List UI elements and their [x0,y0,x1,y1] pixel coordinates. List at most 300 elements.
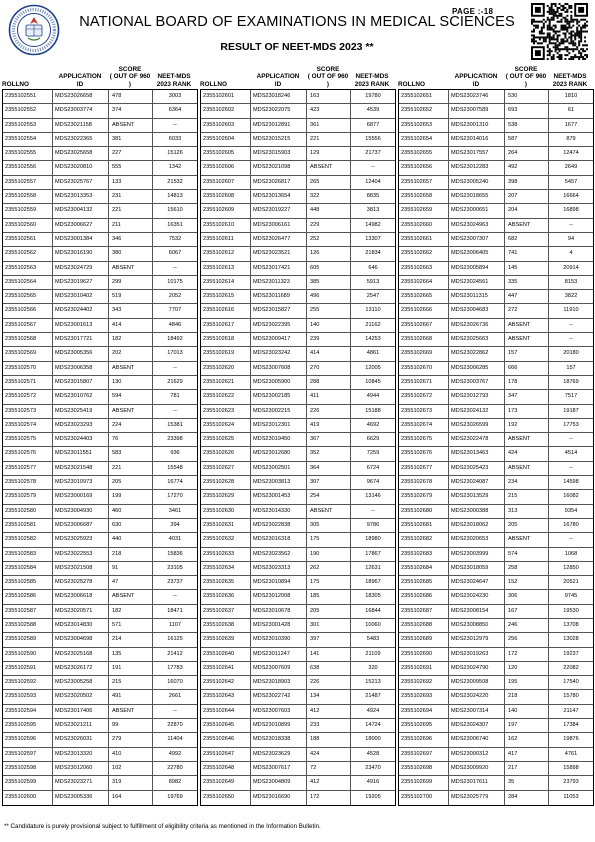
score-cell: 587 [505,133,549,146]
rank-cell: 15556 [365,135,381,142]
table-row [201,90,395,104]
rank-cell: 2052 [168,293,182,300]
application-id-cell: MDS23023746 [449,90,505,103]
roll-number-cell: 2355102561 [3,233,53,246]
score-cell: ABSENT [109,362,153,375]
table-row [201,519,395,533]
application-id-cell: MDS23024647 [449,576,505,589]
table-row [3,533,197,547]
application-id-cell: MDS23016690 [251,791,307,805]
header-application-id [448,60,504,89]
score-cell: 381 [109,133,153,146]
table-row [3,161,197,175]
rank-cell: 11910 [563,307,579,314]
application-id-cell: MDS23020571 [53,605,109,618]
table-row [201,447,395,461]
table-row [399,333,593,347]
score-cell: 448 [307,204,351,217]
score-cell: 215 [505,490,549,503]
table-row [3,719,197,733]
application-id-cell: MDS23007307 [449,233,505,246]
table-row [399,276,593,290]
application-id-cell: MDS23021548 [53,462,109,475]
roll-number-cell: 2355102602 [201,104,251,117]
rank-cell: 17783 [167,664,183,671]
application-id-cell: MDS23000312 [449,748,505,761]
application-id-cell: MDS23006687 [53,519,109,532]
table-row [399,247,593,261]
score-cell: 191 [109,662,153,675]
rank-cell: 7517 [564,393,578,400]
roll-number-cell: 2355102671 [399,376,449,389]
score-cell: 221 [307,133,351,146]
table-row [201,276,395,290]
application-id-cell: MDS23016318 [251,533,307,546]
rank-cell: 13708 [563,621,579,628]
table-row [201,262,395,276]
roll-number-cell: 2355102557 [3,176,53,189]
roll-number-cell: 2355102655 [399,147,449,160]
roll-number-cell: 2355102618 [201,333,251,346]
header-score-line: SCORE [316,65,340,73]
application-id-cell: MDS23020810 [53,161,109,174]
application-id-cell: MDS23017421 [251,262,307,275]
table-row [201,247,395,261]
score-cell: 319 [109,776,153,789]
qr-code-icon [531,3,588,60]
application-id-cell: MDS23023313 [251,562,307,575]
rank-cell: -- [173,593,177,600]
application-id-cell: MDS23003767 [449,376,505,389]
roll-number-cell: 2355102646 [201,733,251,746]
score-cell: 346 [109,233,153,246]
roll-number-cell: 2355102651 [399,90,449,103]
table-row [399,433,593,447]
table-row [201,648,395,662]
roll-number-cell: 2355102581 [3,519,53,532]
rank-cell: 13110 [365,307,381,314]
score-cell: ABSENT [109,262,153,275]
table-row [3,147,197,161]
table-row [201,676,395,690]
table-row [3,219,197,233]
table-row [201,748,395,762]
rank-cell: 14724 [365,722,381,729]
rank-cell: 4924 [366,707,380,714]
page-number: PAGE :-18 [452,7,494,16]
application-id-cell: MDS23025278 [53,576,109,589]
application-id-cell: MDS23024132 [449,405,505,418]
score-cell: 380 [109,247,153,260]
roll-number-cell: 2355102685 [399,576,449,589]
roll-number-cell: 2355102659 [399,204,449,217]
rank-cell: 7532 [168,235,182,242]
table-row [201,490,395,504]
score-cell: 246 [505,619,549,632]
application-id-cell: MDS23018062 [449,519,505,532]
table-row [201,791,395,805]
score-cell: 364 [307,462,351,475]
roll-number-cell: 2355102605 [201,147,251,160]
table-row [201,376,395,390]
rank-cell: 23105 [167,564,183,571]
score-cell: 152 [505,576,549,589]
application-id-cell: MDS23022838 [251,519,307,532]
roll-number-cell: 2355102652 [399,104,449,117]
score-cell: 447 [505,290,549,303]
footnote: ** Candidature is purely provisional subject to fulfillment of eligibility criteria as mentioned in the Information Bulletin. [4,823,321,830]
header-rank [548,60,592,89]
roll-number-cell: 2355102586 [3,590,53,603]
header-rank-line: 2023 RANK [156,80,192,88]
roll-number-cell: 2355102645 [201,719,251,732]
score-cell: 254 [307,490,351,503]
rank-cell: 18769 [563,378,579,385]
table-row [201,104,395,118]
application-id-cell: MDS23023629 [251,748,307,761]
table-row [201,133,395,147]
score-cell: 460 [109,505,153,518]
roll-number-cell: 2355102633 [201,548,251,561]
table-row [399,119,593,133]
application-id-cell: MDS23015807 [53,376,109,389]
table-row [399,133,593,147]
roll-number-cell: 2355102627 [201,462,251,475]
application-id-cell: MDS23011551 [53,447,109,460]
rank-cell: 4031 [168,536,182,543]
roll-number-cell: 2355102649 [201,776,251,789]
table-row [399,190,593,204]
application-id-cell: MDS23003813 [251,476,307,489]
roll-number-cell: 2355102692 [399,676,449,689]
roll-number-cell: 2355102612 [201,247,251,260]
table-row [201,590,395,604]
roll-number-cell: 2355102638 [201,619,251,632]
application-id-cell: MDS23024561 [449,276,505,289]
roll-number-cell: 2355102568 [3,333,53,346]
rank-cell: 5483 [366,636,380,643]
roll-number-cell: 2355102623 [201,405,251,418]
table-row [3,262,197,276]
roll-number-cell: 2355102657 [399,176,449,189]
application-id-cell: MDS23006285 [449,362,505,375]
score-cell: 492 [505,161,549,174]
rank-cell: 19237 [563,650,579,657]
application-id-cell: MDS23026477 [251,233,307,246]
table-row [3,619,197,633]
roll-number-cell: 2355102699 [399,776,449,789]
score-cell: 126 [307,247,351,260]
rank-cell: 8153 [564,278,578,285]
score-cell: ABSENT [307,505,351,518]
application-id-cell: MDS23018655 [449,190,505,203]
table-row [201,705,395,719]
table-row [399,590,593,604]
table-row [3,633,197,647]
table-row [399,605,593,619]
table-row [399,705,593,719]
roll-number-cell: 2355102622 [201,390,251,403]
score-cell: ABSENT [505,219,549,232]
rank-cell: 9745 [564,593,578,600]
score-cell: 140 [307,319,351,332]
roll-number-cell: 2355102613 [201,262,251,275]
header-rollno-line: ROLLNO [398,80,425,88]
results-block [398,89,594,806]
table-row [3,791,197,805]
rank-cell: 9786 [366,521,380,528]
score-cell: 538 [505,119,549,132]
table-row [399,104,593,118]
score-cell: 120 [505,662,549,675]
application-id-cell: MDS23010390 [251,633,307,646]
score-cell: 226 [307,676,351,689]
table-row [3,733,197,747]
rank-cell: 16898 [563,207,579,214]
table-row [3,419,197,433]
application-id-cell: MDS23026658 [53,90,109,103]
table-row [3,590,197,604]
roll-number-cell: 2355102697 [399,748,449,761]
score-cell: 35 [505,776,549,789]
table-row [399,233,593,247]
header-score [504,60,548,89]
table-row [399,548,593,562]
table-row [201,505,395,519]
application-id-cell: MDS23022553 [53,548,109,561]
application-id-cell: MDS23017406 [53,705,109,718]
score-cell: 666 [505,362,549,375]
score-cell: 221 [109,462,153,475]
table-row [3,676,197,690]
score-cell: 199 [109,490,153,503]
score-cell: 102 [109,762,153,775]
table-row [3,447,197,461]
rank-cell: 21629 [167,378,183,385]
score-cell: 301 [307,619,351,632]
table-row [399,405,593,419]
table-row [3,433,197,447]
score-cell: 424 [505,447,549,460]
application-id-cell: MDS23007603 [251,705,307,718]
table-row [3,104,197,118]
rank-cell: 19187 [563,407,579,414]
application-id-cell: MDS23001613 [53,319,109,332]
rank-cell: 4916 [366,779,380,786]
score-cell: 347 [505,390,549,403]
rank-cell: 15836 [167,550,183,557]
rank-cell: -- [173,407,177,414]
rank-cell: 16844 [365,607,381,614]
score-cell: 91 [109,562,153,575]
rank-cell: 8982 [168,779,182,786]
score-cell: 262 [307,562,351,575]
roll-number-cell: 2355102690 [399,648,449,661]
rank-cell: 19769 [167,793,183,800]
roll-number-cell: 2355102570 [3,362,53,375]
application-id-cell: MDS23006405 [449,247,505,260]
application-id-cell: MDS23004683 [449,304,505,317]
score-cell: 398 [505,176,549,189]
score-cell: 412 [307,776,351,789]
score-cell: 638 [307,662,351,675]
roll-number-cell: 2355102669 [399,347,449,360]
application-id-cell: MDS23005336 [53,791,109,805]
roll-number-cell: 2355102598 [3,762,53,775]
application-id-cell: MDS23011323 [251,276,307,289]
header-rollno [398,60,448,89]
roll-number-cell: 2355102579 [3,490,53,503]
rank-cell: 4514 [564,450,578,457]
roll-number-cell: 2355102678 [399,476,449,489]
score-cell: 605 [307,262,351,275]
application-id-cell: MDS23004698 [53,633,109,646]
score-cell: 288 [307,376,351,389]
application-id-cell: MDS23012891 [251,119,307,132]
rank-cell: 4539 [366,107,380,114]
table-row [201,733,395,747]
score-cell: 227 [109,147,153,160]
application-id-cell: MDS23017611 [449,776,505,789]
rank-cell: 6629 [366,436,380,443]
application-id-cell: MDS23021211 [53,719,109,732]
rank-cell: 19530 [563,607,579,614]
score-cell: 133 [109,176,153,189]
rank-cell: -- [569,336,573,343]
application-id-cell: MDS23012060 [53,762,109,775]
rank-cell: 6033 [168,135,182,142]
roll-number-cell: 2355102588 [3,619,53,632]
table-row [3,505,197,519]
roll-number-cell: 2355102578 [3,476,53,489]
rank-cell: 94 [567,235,575,242]
score-cell: 630 [109,519,153,532]
table-row [201,533,395,547]
score-cell: 530 [505,90,549,103]
score-cell: 343 [109,304,153,317]
header-score-line: SCORE [118,65,142,73]
header-application-id-line: ID [472,80,480,88]
score-cell: ABSENT [505,333,549,346]
score-cell: 140 [505,705,549,718]
rank-cell: 7259 [366,450,380,457]
roll-number-cell: 2355102647 [201,748,251,761]
score-cell: 682 [505,233,549,246]
application-id-cell: MDS23009417 [251,333,307,346]
roll-number-cell: 2355102648 [201,762,251,775]
table-row [399,533,593,547]
table-row [201,633,395,647]
roll-number-cell: 2355102554 [3,133,53,146]
roll-number-cell: 2355102558 [3,190,53,203]
application-id-cell: MDS23004809 [251,776,307,789]
rank-cell: 9674 [366,479,380,486]
roll-number-cell: 2355102660 [399,219,449,232]
header-rank-line: NEET-MDS [157,73,191,80]
table-row [399,762,593,776]
rank-cell: 16774 [167,479,183,486]
roll-number-cell: 2355102566 [3,304,53,317]
score-cell: 234 [505,476,549,489]
score-cell: ABSENT [109,705,153,718]
score-cell: 367 [307,433,351,446]
application-id-cell: MDS23024402 [53,304,109,317]
roll-number-cell: 2355102672 [399,390,449,403]
score-cell: 305 [307,519,351,532]
roll-number-cell: 2355102668 [399,333,449,346]
rank-cell: 16125 [167,636,183,643]
application-id-cell: MDS23006161 [251,219,307,232]
rank-cell: 10060 [365,621,381,628]
roll-number-cell: 2355102661 [399,233,449,246]
application-id-cell: MDS23006358 [53,362,109,375]
score-cell: 141 [307,648,351,661]
score-cell: 214 [109,633,153,646]
roll-number-cell: 2355102564 [3,276,53,289]
score-cell: 163 [307,90,351,103]
application-id-cell: MDS23019627 [53,276,109,289]
roll-number-cell: 2355102630 [201,505,251,518]
roll-number-cell: 2355102677 [399,462,449,475]
roll-number-cell: 2355102580 [3,505,53,518]
rank-cell: 6364 [168,107,182,114]
application-id-cell: MDS23013320 [53,748,109,761]
score-cell: 284 [505,791,549,805]
score-cell: ABSENT [505,319,549,332]
score-cell: 478 [109,90,153,103]
score-cell: 207 [505,190,549,203]
roll-number-cell: 2355102614 [201,276,251,289]
roll-number-cell: 2355102694 [399,705,449,718]
application-id-cell: MDS23026172 [53,662,109,675]
score-cell: 410 [109,748,153,761]
score-cell: 496 [307,290,351,303]
application-id-cell: MDS23007617 [251,762,307,775]
application-id-cell: MDS23001428 [251,619,307,632]
rank-cell: 18980 [365,536,381,543]
roll-number-cell: 2355102667 [399,319,449,332]
header-application-id-line: ID [274,80,282,88]
score-cell: 385 [307,276,351,289]
table-row [201,576,395,590]
header-rollno [200,60,250,89]
score-cell: 574 [505,548,549,561]
score-cell: 205 [505,519,549,532]
table-row [201,405,395,419]
roll-number-cell: 2355102617 [201,319,251,332]
application-id-cell: MDS23018059 [449,562,505,575]
table-row [399,147,593,161]
table-row [201,290,395,304]
rank-cell: 21412 [167,650,183,657]
roll-number-cell: 2355102567 [3,319,53,332]
rank-cell: 5457 [564,178,578,185]
application-id-cell: MDS23002185 [251,390,307,403]
table-row [201,333,395,347]
score-cell: 491 [109,690,153,703]
application-id-cell: MDS23012008 [251,590,307,603]
application-id-cell: MDS23009508 [449,676,505,689]
rank-cell: 17867 [365,550,381,557]
score-cell: 423 [307,104,351,117]
header-rank-line: NEET-MDS [553,73,587,80]
roll-number-cell: 2355102683 [399,548,449,561]
score-cell: 414 [109,319,153,332]
rank-cell: 22082 [563,664,579,671]
table-row [3,776,197,790]
roll-number-cell: 2355102575 [3,433,53,446]
application-id-cell: MDS23026736 [449,319,505,332]
